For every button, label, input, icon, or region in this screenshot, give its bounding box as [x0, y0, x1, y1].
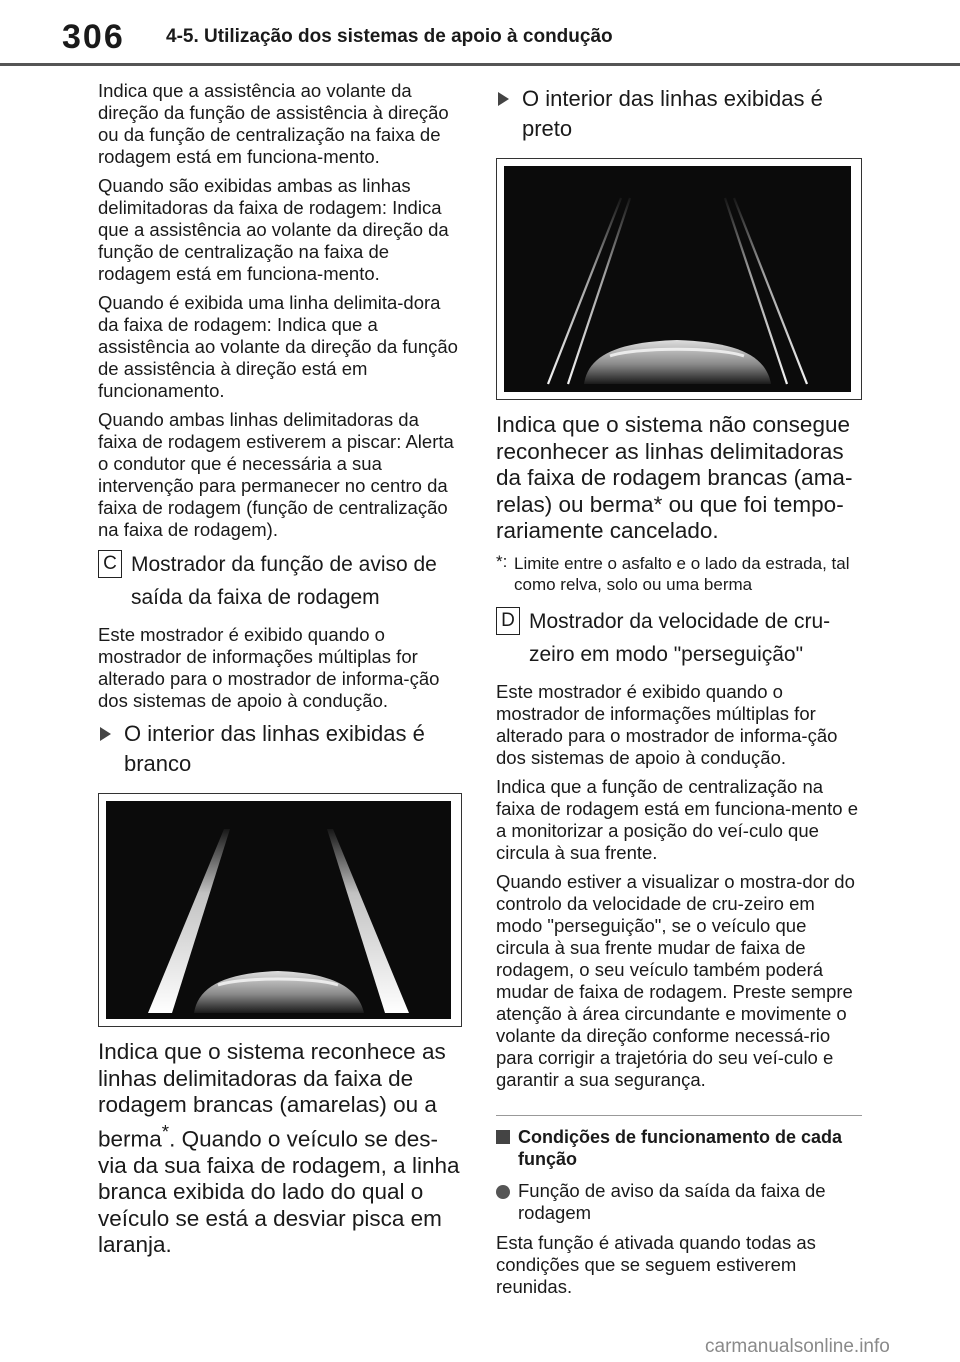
watermark-link[interactable]: carmanualsonline.info — [705, 1336, 890, 1357]
paragraph: Este mostrador é exibido quando o mostrador de informações múltiplas for alterado para o mostrador de informa-ção dos sistemas de apoio à condução. — [496, 680, 838, 768]
subheading-d — [496, 605, 862, 671]
page-number: 306 — [62, 18, 125, 56]
paragraph: Quando são exibidas ambas as linhas delimitadoras da faixa de rodagem: Indica que a assistência ao volante da direção da função de centralização na faixa de rodagem está em funciona-mento. — [98, 175, 449, 284]
subheading-d-title: Mostrador da velocidade de cru-zeiro em modo "perseguição" — [529, 609, 831, 666]
circle-bullet-icon — [496, 1185, 510, 1199]
display-image-white-lines — [98, 793, 462, 1027]
paragraph: Indica que a assistência ao volante da direção da função de assistência à direção ou da função de centralização na faixa de rodagem está em funciona-mento. — [98, 80, 449, 167]
bullet-black-lines — [496, 84, 862, 144]
right-column — [496, 80, 862, 1305]
lane-display-illustration — [504, 166, 851, 392]
display-image-black-lines — [496, 158, 862, 400]
dot-bullet-item — [496, 1180, 862, 1224]
bullet-text: O interior das linhas exibidas é branco — [124, 721, 425, 776]
subheading-c — [98, 548, 462, 614]
paragraph: Esta função é ativada quando todas as condições que se seguem estiverem reunidas. — [496, 1231, 816, 1297]
box-label-c: C — [98, 550, 122, 578]
dot-bullet-text: Função de aviso da saída da faixa de rodagem — [518, 1179, 826, 1223]
square-bullet-icon — [496, 1130, 510, 1144]
paragraph: Indica que a função de centralização na faixa de rodagem está em funciona-mento e a monitorizar a posição do veí-culo que circula à sua frente. — [496, 775, 858, 863]
left-column — [98, 80, 462, 1267]
paragraph-large: Indica que o sistema não consegue reconhecer as linhas delimitadoras da faixa de rodagem brancas (ama-relas) ou berma* ou que foi tempo-rariamente cancelado. — [496, 412, 853, 543]
page-header — [0, 0, 960, 66]
triangle-bullet-icon — [498, 92, 509, 106]
subheading-c-title: Mostrador da função de aviso de saída da faixa de rodagem — [131, 553, 437, 609]
section-heading-text: Condições de funcionamento de cada função — [518, 1126, 843, 1169]
paragraph: Quando estiver a visualizar o mostra-dor do controlo da velocidade de cru-zeiro em modo "perseguição", se o veículo que circula à sua frente mudar de faixa de rodagem, o seu veículo também poderá mudar de faixa de rodagem. Preste sempre atenção à área circundante e movimente o volante da direção conforme necessá-rio para corrigir a trajetória do seu veí-culo e garantir a sua segurança. — [496, 870, 855, 1090]
footnote-text: Limite entre o asfalto e o lado da estrada, tal como relva, solo ou uma berma — [514, 553, 850, 594]
bullet-white-lines — [98, 719, 462, 779]
section-title: 4-5. Utilização dos sistemas de apoio à condução — [166, 26, 613, 47]
footnote — [496, 553, 862, 595]
footnote-mark: *: — [496, 551, 508, 571]
triangle-bullet-icon — [100, 727, 111, 741]
section-heading — [496, 1126, 862, 1170]
box-label-d: D — [496, 607, 520, 635]
paragraph-large: Indica que o sistema reconhece as linhas delimitadoras da faixa de rodagem brancas (amarelas) ou a berma*. Quando o veículo se des-via da sua faixa de rodagem, a linha branca exibida do lado do qual o veículo se está a desviar pisca em laranja. — [98, 1039, 460, 1257]
footnote-star: * — [161, 1120, 170, 1142]
paragraph: Quando ambas linhas delimitadoras da faixa de rodagem estiverem a piscar: Alerta o condutor que é necessária a sua intervenção para permanecer no centro da faixa de rodagem (função de centralização na faixa de rodagem). — [98, 409, 454, 540]
lane-display-illustration — [106, 801, 451, 1019]
paragraph: Quando é exibida uma linha delimita-dora da faixa de rodagem: Indica que a assistência ao volante da direção da função de assistência à direção está em funcionamento. — [98, 292, 458, 401]
section-divider — [496, 1115, 862, 1116]
paragraph: Este mostrador é exibido quando o mostrador de informações múltiplas for alterado para o mostrador de informa-ção dos sistemas de apoio à condução. — [98, 624, 440, 711]
bullet-text: O interior das linhas exibidas é preto — [522, 86, 823, 141]
header-rule — [0, 63, 960, 66]
